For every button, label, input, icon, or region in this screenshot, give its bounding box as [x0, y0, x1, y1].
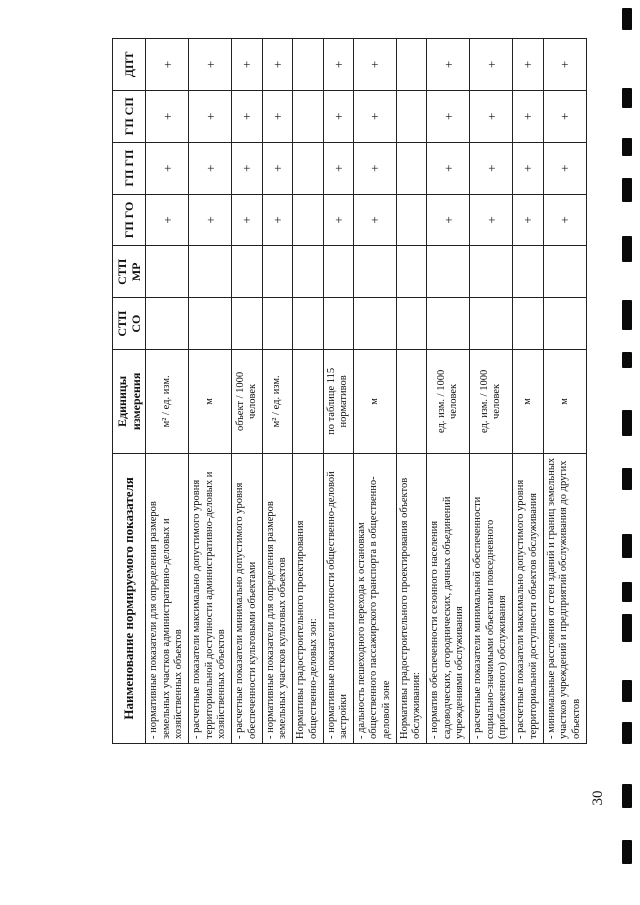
table-row — [513, 39, 543, 744]
cell-dpt: + — [262, 39, 292, 91]
section-empty-cell — [293, 350, 323, 454]
cell-stp-so — [189, 298, 232, 350]
cell-gp-go: + — [513, 194, 543, 246]
cell-stp-so — [543, 298, 586, 350]
section-empty-cell — [396, 90, 426, 142]
standards-table-rotated — [112, 38, 587, 744]
cell-gp-go: + — [323, 194, 353, 246]
page-number: 30 — [589, 790, 606, 806]
table-row — [353, 39, 396, 744]
cell-gp-sp: + — [189, 90, 232, 142]
cell-dpt: + — [323, 39, 353, 91]
cell-dpt: + — [513, 39, 543, 91]
cell-gp-gp: + — [189, 142, 232, 194]
cell-gp-gp: + — [543, 142, 586, 194]
header-gp-go: ГП ГО — [113, 194, 146, 246]
cell-gp-go: + — [189, 194, 232, 246]
cell-dpt: + — [353, 39, 396, 91]
scan-edge-marks — [622, 0, 634, 905]
row-name: - минимальные расстояния от стен зданий и границ земельных участков учреждений и предприятий обслуживания до других объектов — [543, 453, 586, 743]
section-empty-cell — [293, 194, 323, 246]
cell-gp-sp: + — [543, 90, 586, 142]
cell-dpt: + — [470, 39, 513, 91]
row-units: м² / ед. изм. — [146, 350, 189, 454]
row-units: объект / 1000 человек — [232, 350, 262, 454]
table-row — [427, 39, 470, 744]
section-heading: Нормативы градостроительного проектирования объектов обслуживания: — [396, 453, 426, 743]
cell-gp-gp: + — [262, 142, 292, 194]
row-name: - расчетные показатели максимально допустимого уровня территориальной доступности административно-деловых и хозяйственных объектов — [189, 453, 232, 743]
cell-gp-gp: + — [353, 142, 396, 194]
row-name: - норматив обеспеченности сезонного населения садоводческих, огороднических, дачных объединений учреждениями обслуживания — [427, 453, 470, 743]
section-empty-cell — [293, 39, 323, 91]
table-row — [189, 39, 232, 744]
cell-dpt: + — [543, 39, 586, 91]
row-name: - расчетные показатели максимально допустимого уровня территориальной доступности объектов обслуживания — [513, 453, 543, 743]
table-row — [232, 39, 262, 744]
section-empty-cell — [293, 298, 323, 350]
row-name: - нормативные показатели для определения размеров земельных участков культовых объектов — [262, 453, 292, 743]
cell-gp-go: + — [262, 194, 292, 246]
cell-stp-so — [146, 298, 189, 350]
cell-gp-sp: + — [353, 90, 396, 142]
cell-gp-sp: + — [470, 90, 513, 142]
row-units: по таблице 115 нормативов — [323, 350, 353, 454]
cell-stp-mr — [232, 246, 262, 298]
cell-stp-so — [323, 298, 353, 350]
cell-gp-gp: + — [323, 142, 353, 194]
table-row — [470, 39, 513, 744]
cell-stp-mr — [427, 246, 470, 298]
header-units: Единицы измерения — [113, 350, 146, 454]
section-empty-cell — [293, 246, 323, 298]
section-empty-cell — [396, 350, 426, 454]
row-units: м — [353, 350, 396, 454]
cell-gp-sp: + — [513, 90, 543, 142]
table-section-row — [293, 39, 323, 744]
row-name: - дальность пешеходного перехода к остановкам общественного пассажирского транспорта в общественно-деловой зоне — [353, 453, 396, 743]
cell-dpt: + — [189, 39, 232, 91]
header-gp-sp: ГП СП — [113, 90, 146, 142]
section-empty-cell — [396, 298, 426, 350]
row-name: - расчетные показатели минимальной обеспеченности социально-значимыми объектами повседневного (приближенного) обслуживания — [470, 453, 513, 743]
header-gp-gp: ГП ГП — [113, 142, 146, 194]
table-row — [146, 39, 189, 744]
cell-gp-go: + — [353, 194, 396, 246]
row-units: м — [543, 350, 586, 454]
cell-stp-mr — [262, 246, 292, 298]
cell-stp-so — [232, 298, 262, 350]
cell-stp-mr — [353, 246, 396, 298]
cell-stp-so — [353, 298, 396, 350]
cell-gp-sp: + — [232, 90, 262, 142]
section-heading: Нормативы градостроительного проектирования общественно-деловых зон: — [293, 453, 323, 743]
cell-gp-gp: + — [513, 142, 543, 194]
section-empty-cell — [396, 194, 426, 246]
cell-gp-go: + — [427, 194, 470, 246]
cell-gp-sp: + — [262, 90, 292, 142]
cell-dpt: + — [146, 39, 189, 91]
cell-stp-mr — [513, 246, 543, 298]
row-units: м² / ед. изм. — [262, 350, 292, 454]
cell-stp-so — [427, 298, 470, 350]
cell-gp-go: + — [232, 194, 262, 246]
row-units: ед. изм. / 1000 человек — [470, 350, 513, 454]
row-units: ед. изм. / 1000 человек — [427, 350, 470, 454]
row-units: м — [513, 350, 543, 454]
cell-gp-sp: + — [146, 90, 189, 142]
cell-gp-gp: + — [232, 142, 262, 194]
table-row — [323, 39, 353, 744]
section-empty-cell — [293, 142, 323, 194]
cell-gp-gp: + — [470, 142, 513, 194]
table-header-row — [113, 39, 146, 744]
row-units: м — [189, 350, 232, 454]
header-stp-so: СТП СО — [113, 298, 146, 350]
cell-gp-sp: + — [323, 90, 353, 142]
header-stp-mr: СТП МР — [113, 246, 146, 298]
cell-stp-mr — [189, 246, 232, 298]
cell-stp-mr — [470, 246, 513, 298]
header-name: Наименование нормируемого показателя — [113, 453, 146, 743]
table-row — [262, 39, 292, 744]
section-empty-cell — [293, 90, 323, 142]
cell-stp-mr — [323, 246, 353, 298]
cell-gp-gp: + — [146, 142, 189, 194]
cell-gp-gp: + — [427, 142, 470, 194]
cell-stp-so — [470, 298, 513, 350]
section-empty-cell — [396, 246, 426, 298]
cell-gp-sp: + — [427, 90, 470, 142]
cell-stp-so — [513, 298, 543, 350]
row-name: - расчетные показатели минимально допустимого уровня обеспеченности культовыми объектами — [232, 453, 262, 743]
cell-stp-so — [262, 298, 292, 350]
cell-gp-go: + — [470, 194, 513, 246]
cell-gp-go: + — [543, 194, 586, 246]
cell-dpt: + — [427, 39, 470, 91]
cell-dpt: + — [232, 39, 262, 91]
section-empty-cell — [396, 142, 426, 194]
row-name: - нормативные показатели плотности общественно-деловой застройки — [323, 453, 353, 743]
standards-table — [112, 38, 587, 744]
cell-stp-mr — [146, 246, 189, 298]
table-section-row — [396, 39, 426, 744]
cell-stp-mr — [543, 246, 586, 298]
cell-gp-go: + — [146, 194, 189, 246]
row-name: - нормативные показатели для определения размеров земельных участков административно-деловых и хозяйственных объектов — [146, 453, 189, 743]
header-dpt: ДПТ — [113, 39, 146, 91]
section-empty-cell — [396, 39, 426, 91]
table-row — [543, 39, 586, 744]
